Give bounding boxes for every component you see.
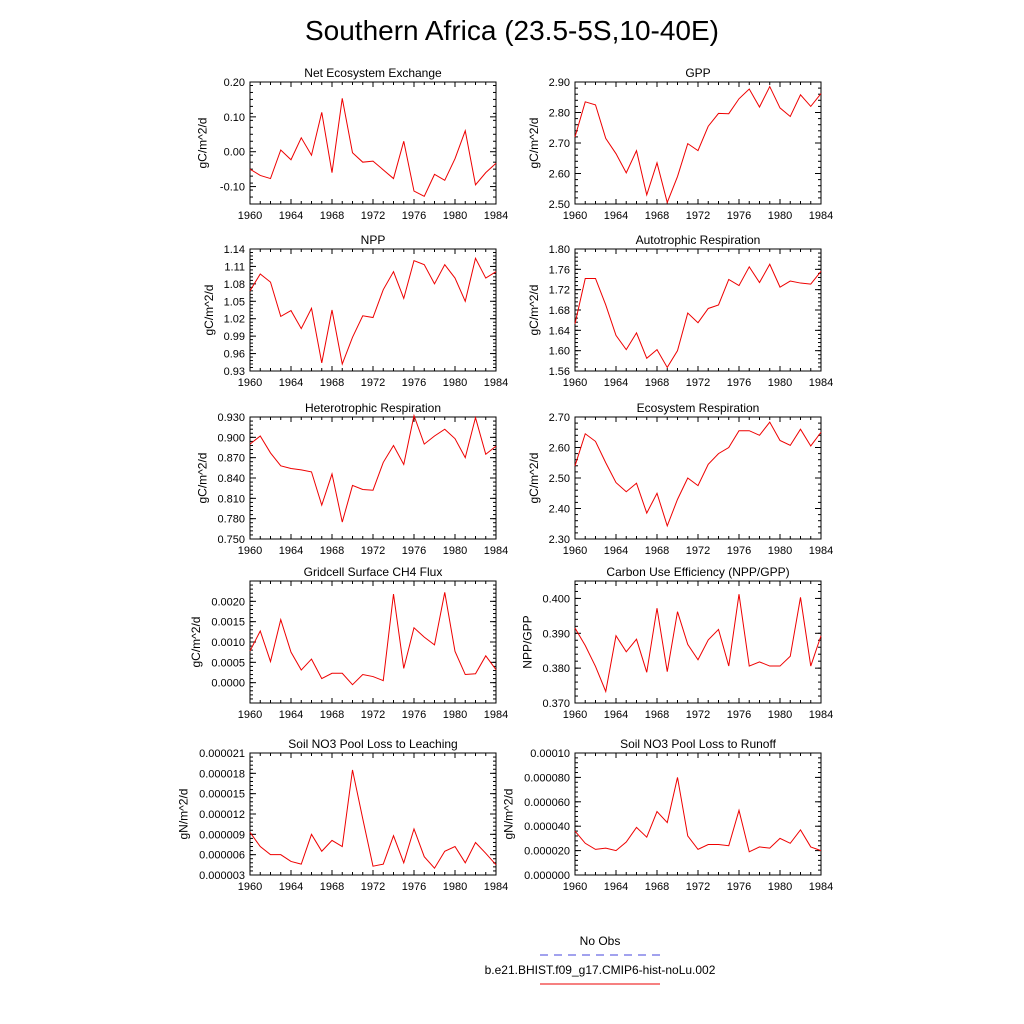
y-tick-label: 0.930 (217, 412, 245, 424)
y-axis-label: gC/m^2/d (195, 452, 210, 504)
y-tick-label: 0.900 (217, 432, 245, 445)
y-tick-label: 1.76 (548, 264, 570, 277)
x-tick-label: 1968 (644, 210, 670, 222)
panels (177, 66, 834, 893)
y-tick-label: 1.72 (548, 284, 570, 297)
legend (485, 934, 716, 984)
y-tick-label: 0.810 (217, 493, 245, 506)
y-tick-label: 0.000080 (524, 772, 570, 785)
y-tick-label: 0.000006 (199, 849, 245, 862)
y-tick-label: 1.64 (548, 325, 570, 338)
x-tick-label: 1976 (726, 709, 752, 721)
x-tick-label: 1968 (644, 881, 670, 893)
y-tick-label: 0.000009 (199, 829, 245, 842)
y-axis-label: gN/m^2/d (176, 788, 191, 840)
y-tick-label: 0.0005 (211, 657, 245, 670)
chart-panel-3 (527, 233, 833, 389)
panel-title: NPP (360, 233, 386, 247)
y-tick-label: 0.10 (223, 111, 245, 124)
y-tick-label: 0.0015 (211, 616, 245, 629)
x-tick-label: 1960 (562, 377, 588, 389)
panel-title: Carbon Use Efficiency (NPP/GPP) (606, 565, 790, 579)
panel-title: Soil NO3 Pool Loss to Leaching (288, 737, 458, 751)
series-line (250, 770, 496, 868)
x-tick-label: 1964 (603, 545, 629, 557)
plot-frame (575, 581, 821, 703)
x-tick-label: 1976 (401, 545, 427, 557)
series-line (250, 98, 496, 196)
x-tick-label: 1984 (483, 210, 509, 222)
x-tick-label: 1976 (401, 210, 427, 222)
x-tick-label: 1980 (767, 709, 793, 721)
y-tick-label: 0.000015 (199, 788, 245, 801)
x-tick-label: 1968 (644, 545, 670, 557)
x-tick-label: 1972 (360, 709, 386, 721)
plot-frame (575, 753, 821, 875)
panel-title: GPP (685, 66, 711, 80)
x-tick-label: 1984 (808, 545, 834, 557)
y-tick-label: 1.02 (223, 313, 245, 326)
y-tick-label: 0.93 (223, 366, 245, 378)
x-tick-label: 1964 (278, 881, 304, 893)
x-tick-label: 1976 (726, 377, 752, 389)
plot-frame (250, 753, 496, 875)
x-tick-label: 1976 (401, 881, 427, 893)
y-tick-label: 0.20 (223, 77, 245, 89)
y-tick-label: 0.380 (542, 663, 570, 676)
y-tick-label: 1.60 (548, 345, 570, 358)
x-tick-label: 1968 (644, 709, 670, 721)
x-tick-label: 1972 (685, 709, 711, 721)
series-line (575, 422, 821, 526)
y-tick-label: 1.11 (224, 261, 245, 274)
plot-frame (250, 249, 496, 371)
y-tick-label: 2.50 (548, 473, 570, 485)
chart-panel-4 (196, 401, 509, 557)
y-tick-label: 0.000060 (524, 796, 570, 809)
x-tick-label: 1984 (808, 709, 834, 721)
panel-title: Gridcell Surface CH4 Flux (303, 565, 443, 579)
x-tick-label: 1960 (562, 545, 588, 557)
panel-title: Soil NO3 Pool Loss to Runoff (620, 737, 776, 751)
y-tick-label: 2.80 (548, 107, 570, 120)
x-tick-label: 1976 (726, 881, 752, 893)
x-tick-label: 1964 (603, 709, 629, 721)
x-tick-label: 1968 (319, 881, 345, 893)
x-tick-label: 1976 (726, 545, 752, 557)
plot-frame (575, 82, 821, 204)
y-tick-label: 0.0010 (211, 637, 245, 649)
x-tick-label: 1980 (767, 881, 793, 893)
x-tick-label: 1960 (237, 377, 263, 389)
x-tick-label: 1972 (685, 377, 711, 389)
y-tick-label: 0.000012 (199, 809, 245, 821)
x-tick-label: 1960 (237, 545, 263, 557)
panel-title: Autotrophic Respiration (635, 233, 761, 247)
x-tick-label: 1980 (767, 210, 793, 222)
x-tick-label: 1984 (808, 377, 834, 389)
y-tick-label: 0.000003 (199, 870, 245, 882)
x-tick-label: 1964 (278, 545, 304, 557)
chart-panel-0 (196, 66, 509, 222)
x-tick-label: 1972 (360, 545, 386, 557)
x-tick-label: 1960 (237, 881, 263, 893)
y-axis-label: gC/m^2/d (195, 117, 210, 169)
x-tick-label: 1980 (442, 377, 468, 389)
x-tick-label: 1972 (360, 210, 386, 222)
x-tick-label: 1976 (401, 709, 427, 721)
y-axis-label: NPP/GPP (520, 615, 535, 669)
y-axis-label: gC/m^2/d (189, 616, 204, 668)
x-tick-label: 1980 (767, 545, 793, 557)
chart-panel-8 (177, 737, 509, 893)
x-tick-label: 1964 (278, 210, 304, 222)
plot-frame (575, 417, 821, 539)
x-tick-label: 1968 (319, 377, 345, 389)
y-tick-label: 0.840 (217, 473, 245, 485)
x-tick-label: 1980 (442, 709, 468, 721)
y-tick-label: 0.400 (542, 593, 570, 606)
y-tick-label: 1.56 (548, 366, 570, 378)
plot-frame (250, 581, 496, 703)
plot-frame (250, 417, 496, 539)
y-tick-label: 0.000040 (524, 821, 570, 834)
chart-panel-7 (521, 565, 834, 721)
y-tick-label: 0.0000 (211, 677, 245, 690)
y-tick-label: 2.70 (548, 412, 570, 424)
x-tick-label: 1976 (401, 377, 427, 389)
x-tick-label: 1972 (360, 881, 386, 893)
panel-title: Net Ecosystem Exchange (304, 66, 442, 80)
y-tick-label: 1.05 (223, 296, 245, 309)
series-line (250, 258, 496, 364)
y-tick-label: 0.750 (217, 534, 245, 546)
y-axis-label: gC/m^2/d (526, 284, 541, 336)
x-tick-label: 1972 (360, 377, 386, 389)
x-tick-label: 1984 (808, 881, 834, 893)
series-line (250, 416, 496, 522)
series-line (575, 777, 821, 851)
y-tick-label: 0.000000 (524, 870, 570, 882)
x-tick-label: 1964 (278, 709, 304, 721)
x-tick-label: 1968 (644, 377, 670, 389)
y-tick-label: 0.000021 (199, 748, 245, 760)
y-tick-label: 0.780 (217, 513, 245, 526)
y-tick-label: 2.60 (548, 168, 570, 181)
x-tick-label: 1964 (603, 210, 629, 222)
y-tick-label: 0.96 (223, 348, 245, 361)
plot-frame (575, 249, 821, 371)
y-axis-label: gC/m^2/d (526, 452, 541, 504)
x-tick-label: 1976 (726, 210, 752, 222)
x-tick-label: 1968 (319, 545, 345, 557)
y-axis-label: gC/m^2/d (201, 284, 216, 336)
x-tick-label: 1960 (562, 210, 588, 222)
x-tick-label: 1984 (483, 709, 509, 721)
y-tick-label: 1.68 (548, 305, 570, 317)
y-tick-label: 1.08 (223, 278, 245, 291)
y-tick-label: 1.14 (223, 244, 245, 256)
x-tick-label: 1964 (603, 377, 629, 389)
x-tick-label: 1968 (319, 210, 345, 222)
panel-title: Heterotrophic Respiration (304, 401, 442, 415)
chart-panel-6 (189, 565, 508, 721)
x-tick-label: 1984 (808, 210, 834, 222)
y-tick-label: 0.000018 (199, 768, 245, 781)
y-tick-label: 2.70 (548, 138, 570, 150)
x-tick-label: 1984 (483, 545, 509, 557)
x-tick-label: 1968 (319, 709, 345, 721)
x-tick-label: 1964 (603, 881, 629, 893)
y-tick-label: 2.50 (548, 199, 570, 211)
main-title: Southern Africa (23.5-5S,10-40E) (304, 15, 720, 46)
plot-frame (250, 82, 496, 204)
x-tick-label: 1960 (562, 709, 588, 721)
y-tick-label: 0.0020 (211, 596, 245, 609)
y-axis-label: gC/m^2/d (526, 117, 541, 169)
series-line (575, 264, 821, 367)
y-tick-label: 0.99 (223, 331, 245, 344)
y-tick-label: 0.390 (542, 628, 570, 641)
y-tick-label: 0.00 (223, 146, 245, 159)
legend-label-model: b.e21.BHIST.f09_g17.CMIP6-hist-noLu.002 (484, 963, 716, 977)
y-tick-label: 1.80 (548, 244, 570, 256)
y-tick-label: 2.90 (548, 77, 570, 89)
x-tick-label: 1960 (237, 709, 263, 721)
chart-panel-9 (502, 737, 834, 893)
y-tick-label: -0.10 (219, 181, 245, 194)
x-tick-label: 1980 (442, 881, 468, 893)
y-tick-label: 0.00010 (530, 748, 570, 760)
y-tick-label: 2.30 (548, 534, 570, 546)
chart-panel-1 (527, 66, 833, 222)
x-tick-label: 1960 (562, 881, 588, 893)
x-tick-label: 1980 (767, 377, 793, 389)
y-axis-label: gN/m^2/d (501, 788, 516, 840)
series-line (250, 592, 496, 684)
series-line (575, 87, 821, 203)
chart-panel-5 (527, 401, 833, 557)
y-tick-label: 0.370 (542, 698, 570, 710)
y-tick-label: 2.40 (548, 503, 570, 516)
y-tick-label: 0.870 (217, 452, 245, 465)
x-tick-label: 1972 (685, 881, 711, 893)
x-tick-label: 1980 (442, 210, 468, 222)
y-tick-label: 2.60 (548, 442, 570, 455)
x-tick-label: 1960 (237, 210, 263, 222)
panel-title: Ecosystem Respiration (636, 401, 760, 415)
x-tick-label: 1984 (483, 881, 509, 893)
x-tick-label: 1984 (483, 377, 509, 389)
series-line (575, 594, 821, 691)
legend-label-no-obs: No Obs (579, 934, 621, 948)
x-tick-label: 1964 (278, 377, 304, 389)
x-tick-label: 1972 (685, 210, 711, 222)
x-tick-label: 1980 (442, 545, 468, 557)
chart-panel-2 (202, 233, 508, 389)
y-tick-label: 0.000020 (524, 845, 570, 858)
x-tick-label: 1972 (685, 545, 711, 557)
